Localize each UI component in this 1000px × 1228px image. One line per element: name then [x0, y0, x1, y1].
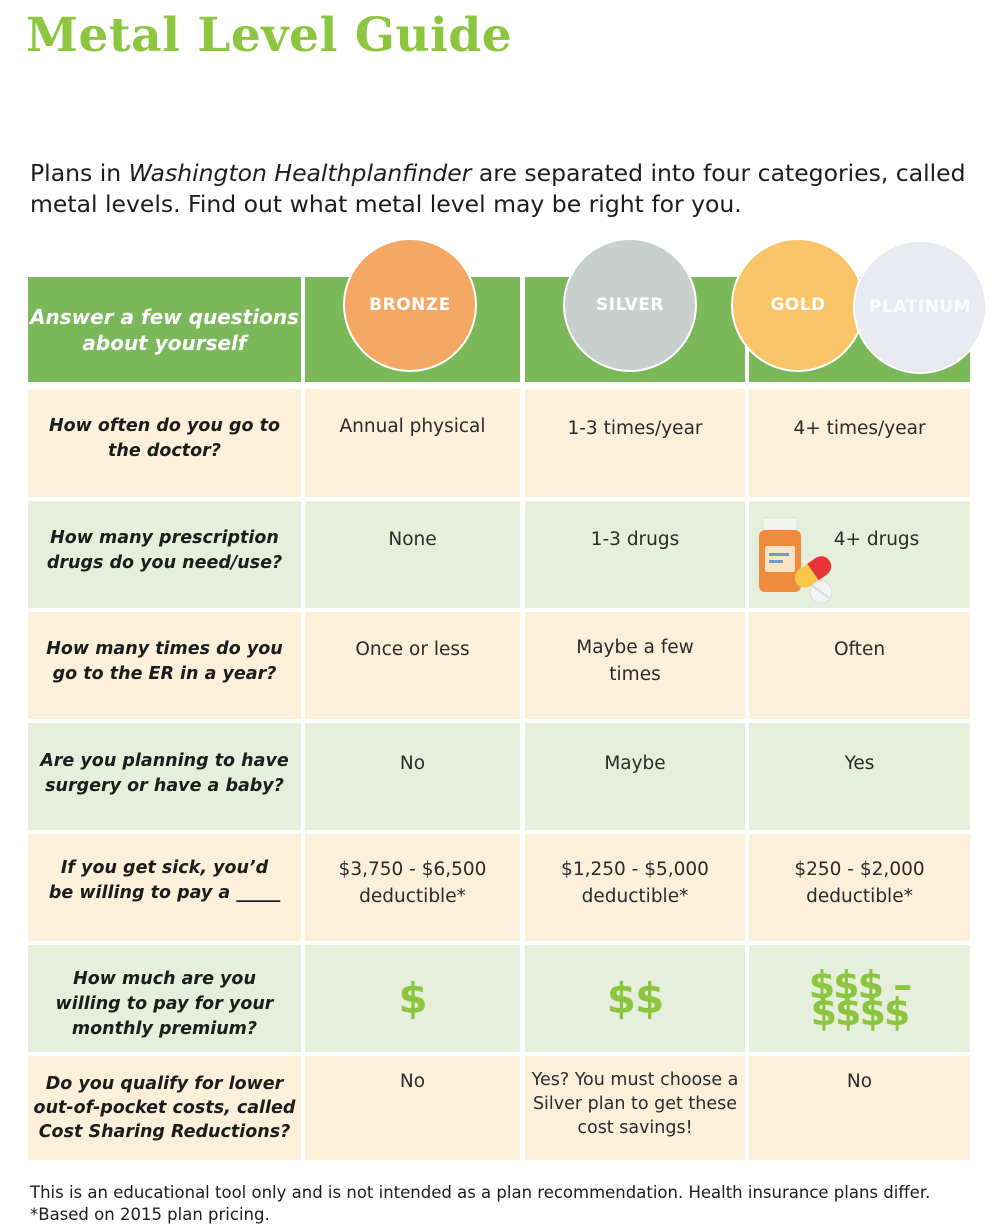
row1-question: How often do you go to the doctor? — [28, 389, 301, 497]
intro-text-after: are separated into four categories, called metal levels. Find out what metal level may be right for you. — [30, 159, 966, 218]
row6-silver-price: $$ — [525, 945, 745, 1052]
intro-paragraph — [30, 158, 990, 220]
row5-question: If you get sick, you’d be willing to pay a _____ — [28, 834, 301, 941]
gold-badge: GOLD — [731, 238, 865, 372]
footer-disclaimer — [30, 1182, 990, 1226]
row1-silver: 1-3 times/year — [525, 389, 745, 497]
footer-line2: *Based on 2015 plan pricing. — [30, 1205, 270, 1224]
header-question-text: Answer a few questions about yourself — [30, 304, 299, 355]
row3-gold: Often — [749, 612, 970, 719]
row4-question: Are you planning to have surgery or have a baby? — [28, 723, 301, 830]
row7-gold: No — [749, 1056, 970, 1160]
intro-text-italic: Washington Healthplanfinder — [128, 159, 472, 187]
row3-question: How many times do you go to the ER in a year? — [28, 612, 301, 719]
page-title: Metal Level Guide — [26, 8, 513, 63]
row6-bronze-price: $ — [305, 945, 520, 1052]
row1-bronze: Annual physical — [305, 389, 520, 497]
row2-silver: 1-3 drugs — [525, 501, 745, 608]
bronze-badge: BRONZE — [343, 238, 477, 372]
row7-question: Do you qualify for lower out-of-pocket costs, called Cost Sharing Reductions? — [28, 1056, 301, 1160]
row2-bronze: None — [305, 501, 520, 608]
row6-question: How much are you willing to pay for your monthly premium? — [28, 945, 301, 1052]
row1-gold: 4+ times/year — [749, 389, 970, 497]
intro-text-before: Plans in — [30, 159, 129, 187]
row7-bronze: No — [305, 1056, 520, 1160]
silver-badge: SILVER — [563, 238, 697, 372]
header-question-label — [28, 277, 301, 382]
row2-question: How many prescription drugs do you need/use? — [28, 501, 301, 608]
row3-bronze: Once or less — [305, 612, 520, 719]
row2-gold: 4+ drugs — [749, 501, 970, 608]
row4-silver: Maybe — [525, 723, 745, 830]
row4-bronze: No — [305, 723, 520, 830]
footer-line1: This is an educational tool only and is not intended as a plan recommendation. Health insurance plans differ. — [30, 1183, 931, 1202]
row3-silver: Maybe a few times — [525, 612, 745, 719]
row5-silver: $1,250 - $5,000 deductible* — [525, 834, 745, 941]
row7-silver: Yes? You must choose a Silver plan to get these cost savings! — [525, 1056, 745, 1160]
platinum-badge: PLATINUM — [853, 240, 987, 374]
prescription-bottle-icon — [757, 516, 837, 604]
row6-gold-price: $$$ – $$$$ — [749, 945, 970, 1052]
row4-gold: Yes — [749, 723, 970, 830]
row5-bronze: $3,750 - $6,500 deductible* — [305, 834, 520, 941]
row5-gold: $250 - $2,000 deductible* — [749, 834, 970, 941]
